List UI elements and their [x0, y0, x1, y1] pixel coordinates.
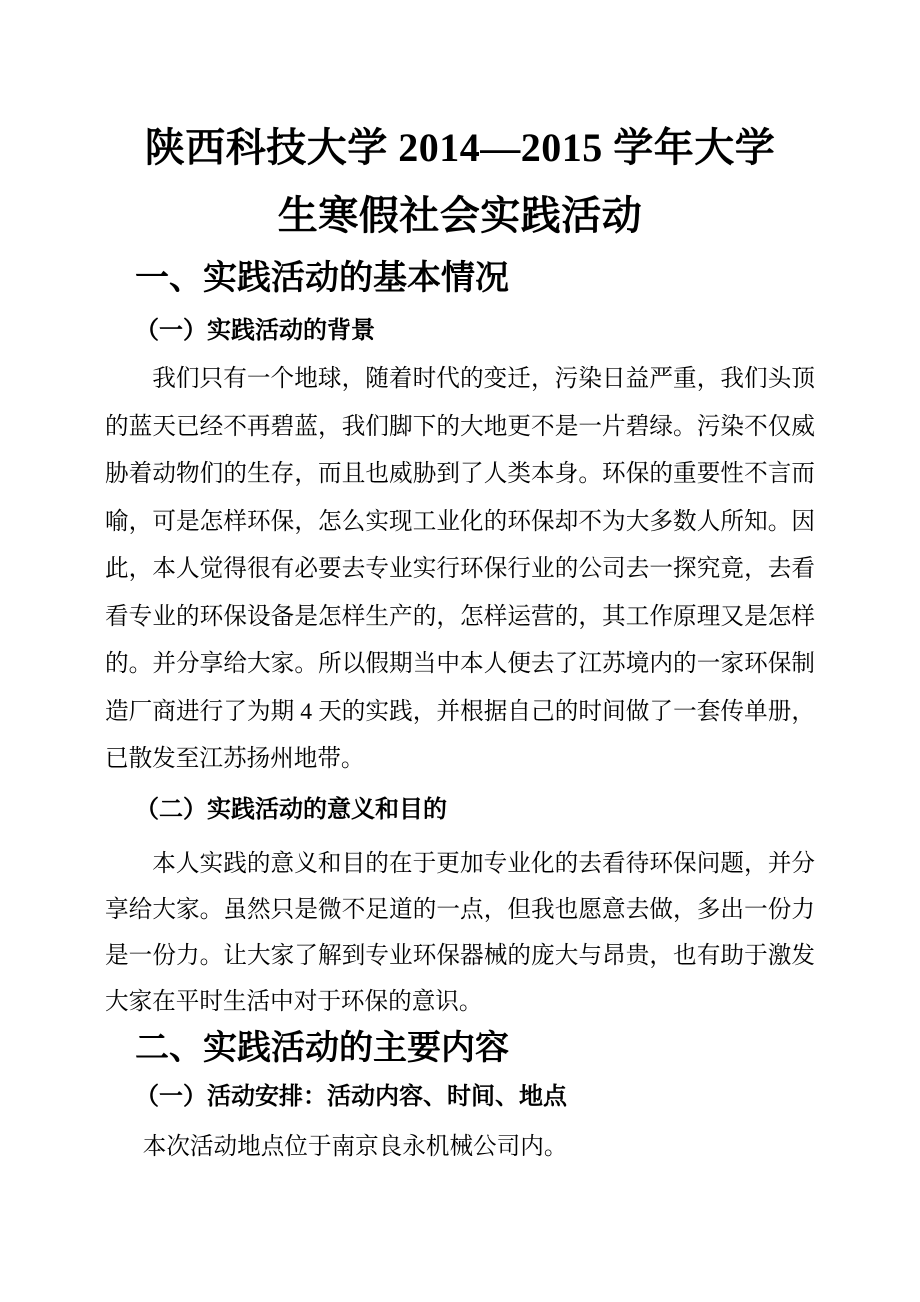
section-1-subsection-1-heading: （一）实践活动的背景: [135, 317, 375, 344]
document-page: [0, 114, 920, 1302]
document-content: [105, 114, 815, 1167]
section-1-subsection-1-paragraph: 我们只有一个地球，随着时代的变迁，污染日益严重，我们头顶的蓝天已经不再碧蓝，我们脚下的大地更不是一片碧绿。污染不仅威胁着动物们的生存，而且也威胁到了人类本身。环保的重要性不言而喻，可是怎样环保，怎么实现工业化的环保却不为大多数人所知。因此，本人觉得很有必要去专业实行环保行业的公司去一探究竟，去看看专业的环保设备是怎样生产的，怎样运营的，其工作原理又是怎样的。并分享给大家。所以假期当中本人便去了江苏境内的一家环保制造厂商进行了为期 4 天的实践，并根据自己的时间做了一套传单册，已散发至江苏扬州地带。: [105, 366, 815, 772]
document-title-line-1: 陕西科技大学 2014—2015 学年大学: [144, 125, 776, 170]
section-2-subsection-1-heading: （一）活动安排：活动内容、时间、地点: [135, 1082, 567, 1110]
section-2-heading: 二、实践活动的主要内容: [135, 1029, 509, 1067]
document-title-line-2: 生寒假社会实践活动: [277, 193, 643, 238]
section-2-subsection-1-paragraph: 本次活动地点位于南京良永机械公司内。: [142, 1133, 568, 1160]
section-1-heading: 一、实践活动的基本情况: [135, 260, 509, 297]
section-1-subsection-2-heading: （二）实践活动的意义和目的: [135, 795, 447, 823]
section-1-subsection-2-paragraph: 本人实践的意义和目的在于更加专业化的去看待环保问题，并分享给大家。虽然只是微不足道的一点，但我也愿意去做，多出一份力是一份力。让大家了解到专业环保器械的庞大与昂贵，也有助于激发大家在平时生活中对于环保的意识。: [105, 850, 815, 1015]
document-title: [105, 114, 815, 250]
